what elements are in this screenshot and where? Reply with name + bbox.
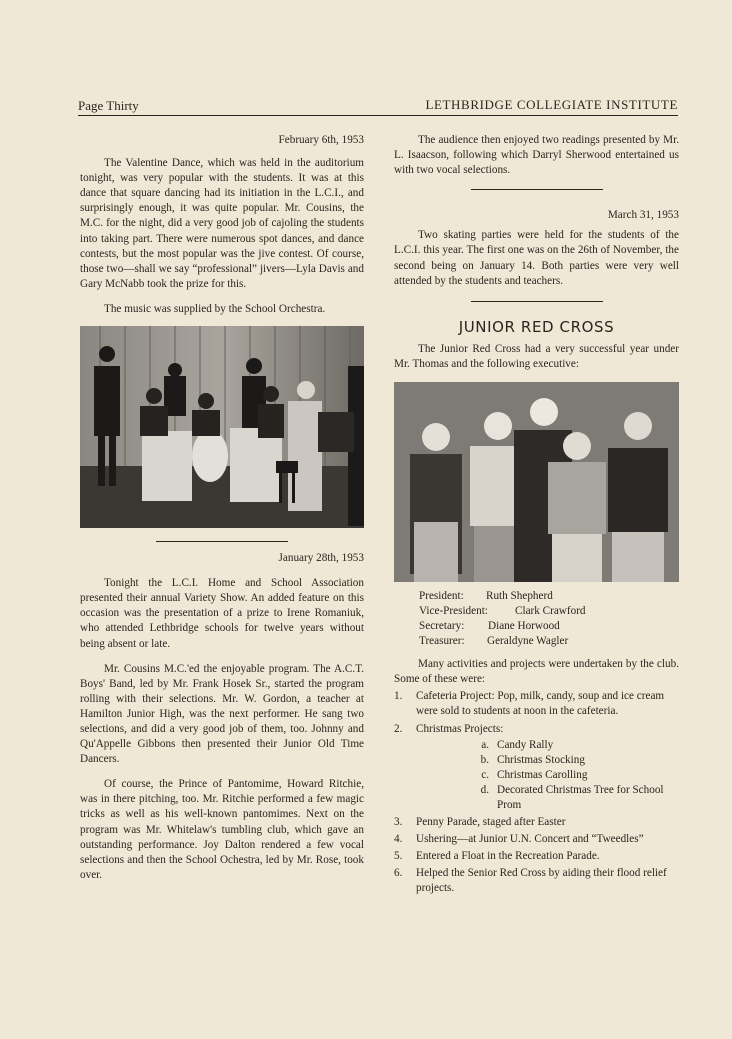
left-column	[80, 133, 364, 883]
officer-row	[419, 604, 679, 619]
officer-row	[419, 619, 679, 634]
pantomime-paragraph: Of course, the Prince of Pantomime, Howard Ritchie, was in there pitching, too. Mr. Ritchie performed a few magic tricks as well as his well-known pantomimes. Next on the program was Mr. Whitelaw's tumbling club, which gave an outstanding performance. Joy Dalton rendered a few vocal selections and then the School Ochestra, led by Mr. Rose, took over.	[80, 778, 364, 881]
divider-rule	[471, 189, 603, 190]
list-item: 4. Ushering—at Junior U.N. Concert and “Tweedles”	[394, 833, 644, 846]
list-item: 1. Cafeteria Project: Pop, milk, candy, soup and ice cream were sold to students at noon in the cafeteria.	[394, 690, 665, 718]
page-number: Page Thirty	[78, 98, 139, 113]
officer-row	[419, 589, 679, 604]
list-item: b. Christmas Stocking	[480, 753, 585, 766]
list-item: c. Christmas Carolling	[481, 768, 588, 781]
officer-role: Treasurer:	[419, 635, 465, 648]
list-item: a. Candy Rally	[481, 738, 554, 751]
divider-rule	[471, 301, 603, 302]
program-paragraph: Mr. Cousins M.C.'ed the enjoyable program. The A.C.T. Boys' Band, led by Mr. Frank Hosek Sr., started the program rolling with their selections. Mr. W. Gordon, a teacher at Hamilton Junior High, was the next performer. He sang two selections, and did a very good job of them, too. Johnny and Qu'Appelle Gibbons then presented their Junior Old Time Dancers.	[80, 662, 364, 766]
projects-list	[394, 689, 679, 896]
officer-role: Vice-President:	[419, 605, 488, 618]
right-column	[394, 133, 679, 896]
section-title: JUNIOR RED CROSS	[458, 317, 615, 336]
divider-rule	[156, 541, 288, 542]
skating-paragraph: Two skating parties were held for the students of the L.C.I. this year. The first one was on the 26th of November, the second being on January 14. Both parties were very well attended by the students and teachers.	[394, 229, 679, 287]
officer-name: Diane Horwood	[488, 620, 560, 633]
red-cross-executive-photo	[394, 382, 679, 582]
date-march: March 31, 1953	[607, 209, 679, 222]
officer-name: Clark Crawford	[515, 605, 586, 618]
officer-row	[419, 634, 679, 649]
orchestra-photo	[80, 326, 364, 528]
officer-name: Ruth Shepherd	[486, 590, 553, 603]
orchestra-paragraph: The music was supplied by the School Orchestra.	[104, 302, 326, 315]
header-rule	[78, 115, 678, 116]
red-cross-intro: The Junior Red Cross had a very successful year under Mr. Thomas and the following executive:	[394, 342, 679, 370]
readings-paragraph: The audience then enjoyed two readings presented by Mr. L. Isaacson, following which Darryl Sherwood entertained us with two vocal selections.	[394, 134, 679, 177]
list-item: 2. Christmas Projects: a. Candy Rally b. Christmas Stocking c. Christmas Carolling d. Decorated Christmas Tree for School Prom	[394, 722, 679, 813]
list-item: 3. Penny Parade, staged after Easter	[394, 815, 566, 828]
valentine-dance-paragraph: The Valentine Dance, which was held in the auditorium tonight, was very popular with the students. It was at this dance that square dancing had its initiation in the L.C.I., and surprisingly enough, it was quite popular. Mr. Cousins, the M.C. for the night, did a very good job of cajoling the students into taking part. There were numerous spot dances, and dance contests, but the most popular was the jive contest. Of course, those two—shall we say “professional” jivers—Lyla Davis and Gary McNabb took the prize for this.	[80, 157, 364, 290]
officers-list	[394, 589, 679, 649]
christmas-sublist	[416, 738, 679, 813]
list-item: 5. Entered a Float in the Recreation Parade.	[394, 850, 600, 863]
list-item: d. Decorated Christmas Tree for School Prom	[480, 783, 664, 811]
officer-name: Geraldyne Wagler	[487, 635, 569, 648]
date-january: January 28th, 1953	[278, 552, 364, 565]
publication-title: LETHBRIDGE COLLEGIATE INSTITUTE	[425, 97, 678, 112]
date-february: February 6th, 1953	[278, 134, 364, 146]
activities-intro: Many activities and projects were undertaken by the club. Some of these were:	[394, 658, 679, 686]
officer-role: President:	[419, 590, 464, 603]
variety-show-paragraph: Tonight the L.C.I. Home and School Association presented their annual Variety Show. An added feature on this occasion was the presentation of a prize to Irene Romaniuk, who attended Lethbridge schools for twelve years without being absent or late.	[80, 577, 364, 650]
officer-role: Secretary:	[419, 620, 465, 633]
list-item: 6. Helped the Senior Red Cross by aiding their flood relief projects.	[394, 867, 667, 895]
